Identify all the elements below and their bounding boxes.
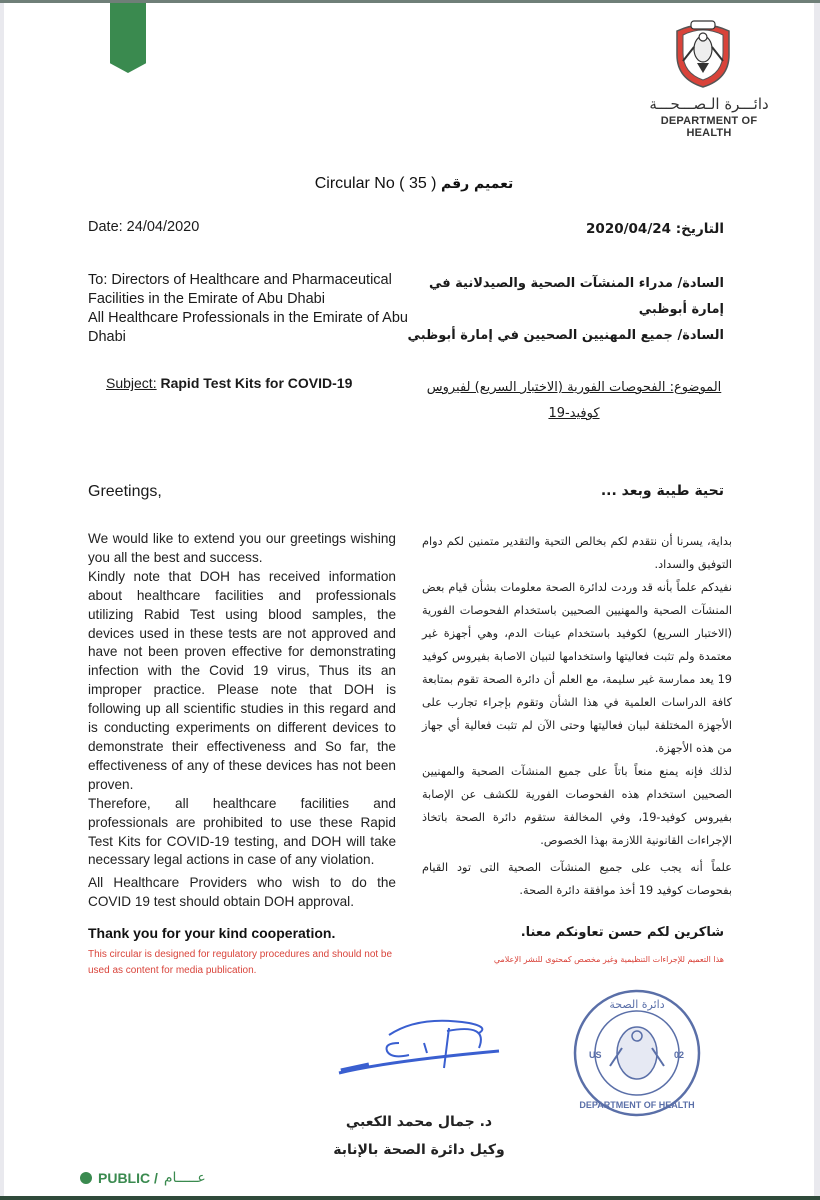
- recipient-line: To: Directors of Healthcare and Pharmaceutical Facilities in the Emirate of Abu Dhabi: [88, 272, 392, 307]
- disclaimer-english: This circular is designed for regulatory procedures and should not be used as content for media publication.: [88, 949, 393, 976]
- circular-number: [254, 175, 574, 193]
- paragraph: Kindly note that DOH has received information about healthcare facilities and professionals utilizing Rabid Test using blood samples, the devices used in these tests are not approved and have not been proven effective for demonstrating infection with the Covid 19 virus, Thus its an improper practice. Please note that DOH is following up all scientific studies in this regard and is conducting experiments on different devices to demonstrate their effectiveness and So far, the effectiveness of any of these devices has not been proven.: [88, 568, 396, 792]
- date-arabic: التاريخ: 2020/04/24: [586, 221, 724, 237]
- classification-en: PUBLIC /: [98, 1170, 158, 1186]
- greeting-arabic: تحية طيبة وبعد ...: [600, 483, 724, 499]
- circular-document: [4, 3, 814, 1196]
- subject-english: [106, 375, 352, 391]
- classification-ar: عـــــام: [163, 1170, 206, 1186]
- body-english: [88, 530, 396, 912]
- greeting-english: Greetings,: [88, 483, 162, 500]
- paragraph: بداية، يسرنا أن نتقدم لكم بخالص التحية والتقدير متمنين لكم دوام التوفيق والسداد.: [422, 535, 732, 571]
- subject-value: Rapid Test Kits for COVID-19: [160, 375, 353, 391]
- signature-icon: [329, 1013, 509, 1083]
- green-dot-icon: [80, 1172, 92, 1184]
- circular-number-en: Circular No ( 35 ): [314, 175, 437, 192]
- green-ribbon-bookmark: [110, 3, 146, 73]
- thanks-arabic: شاكرين لكم حسن تعاونكم معنا.: [520, 925, 724, 940]
- logo-english-text: DEPARTMENT OF HEALTH: [660, 115, 758, 139]
- stamp-english: DEPARTMENT OF HEALTH: [579, 1100, 695, 1110]
- stamp-left-code: US: [589, 1050, 602, 1060]
- paragraph: Therefore, all healthcare facilities and professionals are prohibited to use these Rapid Test Kits for COVID-19 testing, and DOH will take necessary legal actions in case of any violation.: [88, 795, 396, 868]
- paragraph: علماً أنه يجب على جميع المنشآت الصحية التى تود القيام بفحوصات كوفيد 19 أخذ موافقة دائرة الصحة.: [422, 861, 732, 897]
- recipient-line: السادة/ مدراء المنشآت الصحية والصيدلانية في إمارة أبوظبي: [428, 276, 724, 317]
- logo-arabic-text: دائـــرة الـصـــحـــة: [649, 95, 769, 113]
- stamp-right-code: 02: [674, 1050, 685, 1060]
- department-stamp-icon: [552, 988, 722, 1118]
- date-english: Date: 24/04/2020: [88, 219, 200, 235]
- recipients-arabic: [404, 271, 724, 349]
- classification-label: [80, 1170, 206, 1186]
- paragraph: لذلك فإنه يمنع منعاً باتاً على جميع المنشآت الصحية والمهنيين الصحيين استخدام هذه الفحوصات الفورية للكشف عن الإصابة بفيروس كوفيد-19، وفي المخالفة ستقوم دائرة الصحة باتخاذ الإجراءات القانونية اللازمة بهذا الخصوص.: [422, 765, 732, 847]
- signatory-block: [304, 1108, 534, 1164]
- body-arabic: [422, 530, 732, 902]
- signatory-name: د. جمال محمد الكعبي: [345, 1114, 493, 1130]
- subject-label: Subject:: [106, 375, 157, 391]
- bottom-border: [0, 1196, 820, 1200]
- paragraph: All Healthcare Providers who wish to do the COVID 19 test should obtain DOH approval.: [88, 875, 396, 910]
- stamp-arabic: دائرة الصحة: [609, 998, 665, 1011]
- signatory-title: وكيل دائرة الصحة بالإنابة: [333, 1142, 505, 1158]
- circular-number-ar: تعميم رقم: [440, 176, 514, 192]
- abu-dhabi-emblem-icon: [669, 17, 737, 89]
- recipients-english: [88, 271, 408, 347]
- paragraph: نفيدكم علماً بأنه قد وردت لدائرة الصحة معلومات بشأن قيام بعض المنشآت الصحية والمهنيين الصحيين باستخدام الفحوصات الفورية (الاختبار السريع) لكوفيد باستخدام عينات الدم، وهي أجهزة غير معتمدة ولم تثبت فعاليتها واستخدامها لتبيان الاصابة بفيروس كوفيد 19 يعد ممارسة غير سليمة، مع العلم أن دائرة الصحة تقوم بمتابعة كافة الدراسات العلمية في هذا الشأن وتقوم بإجراء تجارب على الأجهزة المختلفة لبيان فعاليتها وحتى الآن لم تثبت فعالية أي جهاز من هذه الأجهزة.: [422, 581, 732, 755]
- subject-arabic: الموضوع: الفحوصات الفورية (الاختبار السريع) لفيروس كوفيد-19: [426, 380, 722, 421]
- thanks-english: Thank you for your kind cooperation.: [88, 925, 336, 941]
- paragraph: We would like to extend you our greetings wishing you all the best and success.: [88, 531, 396, 565]
- recipient-line: All Healthcare Professionals in the Emirate of Abu Dhabi: [88, 310, 408, 345]
- disclaimer-arabic: هذا التعميم للإجراءات التنظيمية وغير مخصص كمحتوى للنشر الإعلامي: [493, 955, 724, 964]
- recipient-line: السادة/ جميع المهنيين الصحيين في إمارة أبوظبي: [407, 328, 724, 343]
